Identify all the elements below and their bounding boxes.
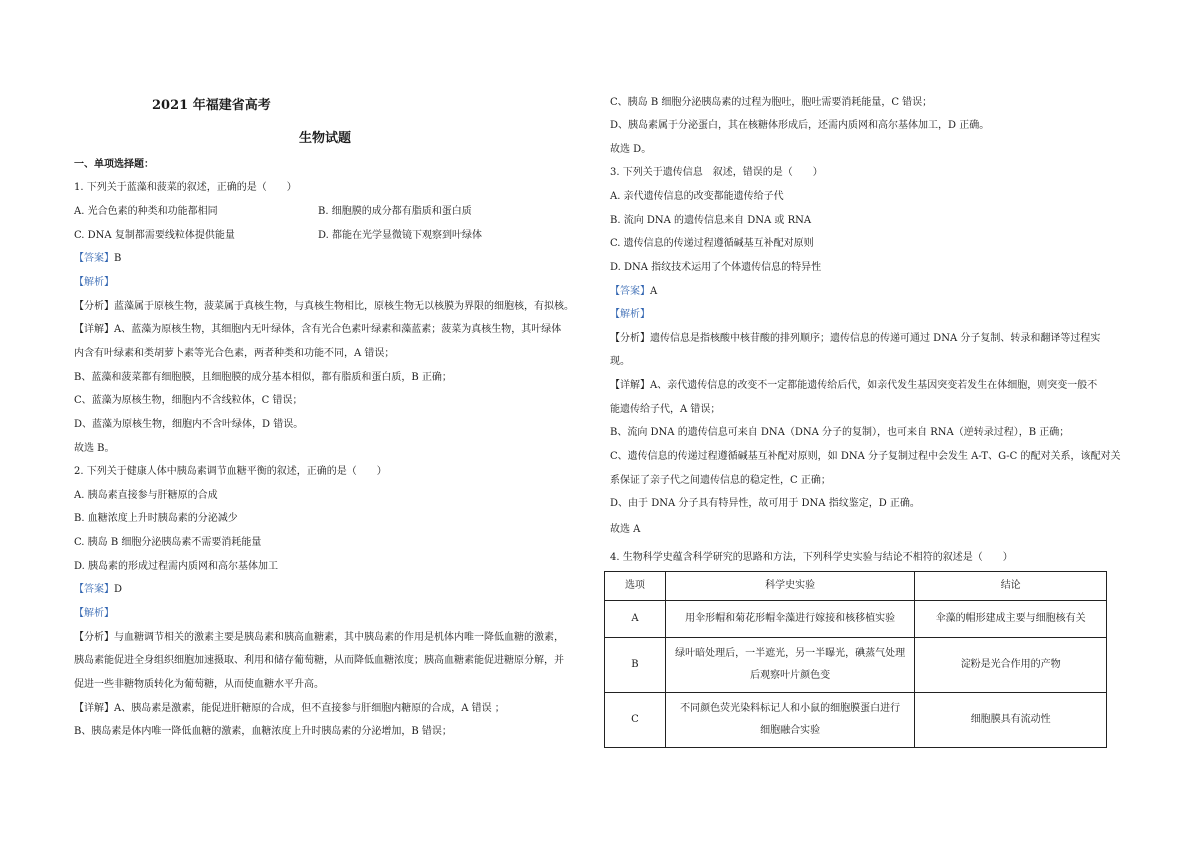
table-row bbox=[605, 638, 1107, 693]
answer-value: A bbox=[650, 286, 658, 297]
q2-answer bbox=[74, 583, 122, 597]
q3-line: 【详解】A、亲代遗传信息的改变不一定都能遗传给后代，如亲代发生基因突变若发生在体细胞，则突变一般不 bbox=[610, 380, 1098, 391]
row-experiment bbox=[665, 693, 914, 748]
q1-line: C、蓝藻为原核生物，细胞内不含线粒体，C 错误； bbox=[74, 395, 303, 406]
q1-line: 内含有叶绿素和类胡萝卜素等光合色素，两者种类和功能不同，A 错误； bbox=[74, 348, 395, 359]
row-experiment bbox=[665, 638, 914, 693]
experiment-line: 细胞融合实验 bbox=[760, 725, 821, 736]
q2-line: 促进一些非糖物质转化为葡萄糖，从而使血糖水平升高。 bbox=[74, 679, 324, 690]
section-heading: 一、单项选择题： bbox=[74, 159, 154, 170]
q1-line: 故选 B。 bbox=[74, 443, 115, 454]
row-experiment bbox=[665, 601, 914, 638]
header-conclusion: 结论 bbox=[915, 572, 1107, 601]
q2-analysis-tag: 【解析】 bbox=[74, 608, 114, 619]
q2-cont-line: D、胰岛素属于分泌蛋白，其在核糖体形成后，还需内质网和高尔基体加工，D 正确。 bbox=[610, 120, 990, 131]
q2-line: 【详解】A、胰岛素是激素，能促进肝糖原的合成，但不直接参与肝细胞内糖原的合成，A 错误 ； bbox=[74, 703, 505, 714]
experiment-line: 后观察叶片颜色变 bbox=[750, 670, 831, 681]
q4-stem: 4. 生物科学史蕴含科学研究的思路和方法，下列科学史实验与结论不相符的叙述是（ ） bbox=[610, 552, 1013, 563]
q2-option-a: A. 胰岛素直接参与肝糖原的合成 bbox=[74, 490, 218, 501]
q1-answer bbox=[74, 252, 121, 266]
table-row bbox=[605, 601, 1107, 638]
q1-line: B、蓝藻和菠菜都有细胞膜，且细胞膜的成分基本相似，都有脂质和蛋白质，B 正确； bbox=[74, 372, 452, 383]
q3-option-a: A. 亲代遗传信息的改变都能遗传给子代 bbox=[610, 191, 784, 202]
q3-line: 【分析】遗传信息是指核酸中核苷酸的排列顺序；遗传信息的传递可通过 DNA 分子复制、转录和翻译等过程实 bbox=[610, 333, 1101, 344]
answer-value: B bbox=[114, 253, 122, 264]
answer-value: D bbox=[114, 584, 123, 595]
q3-option-c: C. 遗传信息的传递过程遵循碱基互补配对原则 bbox=[610, 238, 814, 249]
q1-option-a: A. 光合色素的种类和功能都相同 bbox=[74, 206, 218, 217]
answer-tag: 【答案】 bbox=[610, 286, 650, 297]
answer-tag: 【答案】 bbox=[74, 584, 114, 595]
q2-line: B、胰岛素是体内唯一降低血糖的激素，血糖浓度上升时胰岛素的分泌增加，B 错误； bbox=[74, 726, 452, 737]
q3-line: C、遗传信息的传递过程遵循碱基互补配对原则，如 DNA 分子复制过程中会发生 A-T、G-C 的配对关系，该配对关 bbox=[610, 451, 1121, 462]
q3-line: B、流向 DNA 的遗传信息可来自 DNA（DNA 分子的复制），也可来自 RNA（逆转录过程），B 正确； bbox=[610, 427, 1070, 438]
experiment-line: 绿叶暗处理后，一半遮光，另一半曝光，碘蒸气处理 bbox=[675, 648, 906, 659]
header-experiment: 科学史实验 bbox=[665, 572, 914, 601]
q2-cont-line: C、胰岛 B 细胞分泌胰岛素的过程为胞吐，胞吐需要消耗能量，C 错误； bbox=[610, 97, 933, 108]
row-option: C bbox=[605, 693, 666, 748]
q2-line: 【分析】与血糖调节相关的激素主要是胰岛素和胰高血糖素，其中胰岛素的作用是机体内唯一降低血糖的激素， bbox=[74, 632, 564, 643]
q2-line: 胰岛素能促进全身组织细胞加速摄取、利用和储存葡萄糖，从而降低血糖浓度；胰高血糖素能促进糖原分解，并 bbox=[74, 655, 564, 666]
q2-cont-line: 故选 D。 bbox=[610, 144, 652, 155]
q3-answer bbox=[610, 285, 657, 299]
q2-option-c: C. 胰岛 B 细胞分泌胰岛素不需要消耗能量 bbox=[74, 537, 262, 548]
answer-tag: 【答案】 bbox=[74, 253, 114, 264]
doc-subtitle: 生物试题 bbox=[299, 131, 352, 146]
q3-stem: 3. 下列关于遗传信息 叙述，错误的是（ ） bbox=[610, 167, 823, 178]
q2-stem: 2. 下列关于健康人体中胰岛素调节血糖平衡的叙述，正确的是（ ） bbox=[74, 466, 387, 477]
q4-table bbox=[604, 571, 1107, 748]
q3-line: 能遗传给子代，A 错误； bbox=[610, 404, 721, 415]
table-header-row bbox=[605, 572, 1107, 601]
experiment-line: 不同颜色荧光染料标记人和小鼠的细胞膜蛋白进行 bbox=[680, 703, 901, 714]
doc-title: 2021 年福建省高考 bbox=[152, 98, 271, 113]
table-row bbox=[605, 693, 1107, 748]
q1-line: D、蓝藻为原核生物，细胞内不含叶绿体，D 错误。 bbox=[74, 419, 304, 430]
q3-option-d: D. DNA 指纹技术运用了个体遗传信息的特异性 bbox=[610, 262, 822, 273]
q3-line: 系保证了亲子代之间遗传信息的稳定性，C 正确； bbox=[610, 475, 831, 486]
q1-option-b: B. 细胞膜的成分都有脂质和蛋白质 bbox=[318, 206, 472, 217]
q3-line: 现。 bbox=[610, 356, 630, 367]
header-option: 选项 bbox=[605, 572, 666, 601]
q1-option-d: D. 都能在光学显微镜下观察到叶绿体 bbox=[318, 230, 483, 241]
q1-stem: 1. 下列关于蓝藻和菠菜的叙述，正确的是（ ） bbox=[74, 182, 297, 193]
q1-line: 【分析】蓝藻属于原核生物，菠菜属于真核生物，与真核生物相比，原核生物无以核膜为界限的细胞核，有拟核。 bbox=[74, 301, 574, 312]
q3-line: D、由于 DNA 分子具有特异性，故可用于 DNA 指纹鉴定，D 正确。 bbox=[610, 498, 920, 509]
experiment-line: 用伞形帽和菊花形帽伞藻进行嫁接和核移植实验 bbox=[685, 613, 896, 624]
row-option: B bbox=[605, 638, 666, 693]
q3-option-b: B. 流向 DNA 的遗传信息来自 DNA 或 RNA bbox=[610, 215, 812, 226]
row-conclusion: 伞藻的帽形建成主要与细胞核有关 bbox=[915, 601, 1107, 638]
q2-option-d: D. 胰岛素的形成过程需内质网和高尔基体加工 bbox=[74, 561, 279, 572]
q2-option-b: B. 血糖浓度上升时胰岛素的分泌减少 bbox=[74, 513, 238, 524]
q1-analysis-tag: 【解析】 bbox=[74, 277, 114, 288]
q1-option-c: C. DNA 复制都需要线粒体提供能量 bbox=[74, 230, 235, 241]
row-conclusion: 细胞膜具有流动性 bbox=[915, 693, 1107, 748]
q3-line: 故选 A bbox=[610, 524, 641, 535]
row-option: A bbox=[605, 601, 666, 638]
row-conclusion: 淀粉是光合作用的产物 bbox=[915, 638, 1107, 693]
q3-analysis-tag: 【解析】 bbox=[610, 309, 650, 320]
q1-line: 【详解】A、蓝藻为原核生物，其细胞内无叶绿体，含有光合色素叶绿素和藻蓝素；菠菜为真核生物，其叶绿体 bbox=[74, 324, 562, 335]
